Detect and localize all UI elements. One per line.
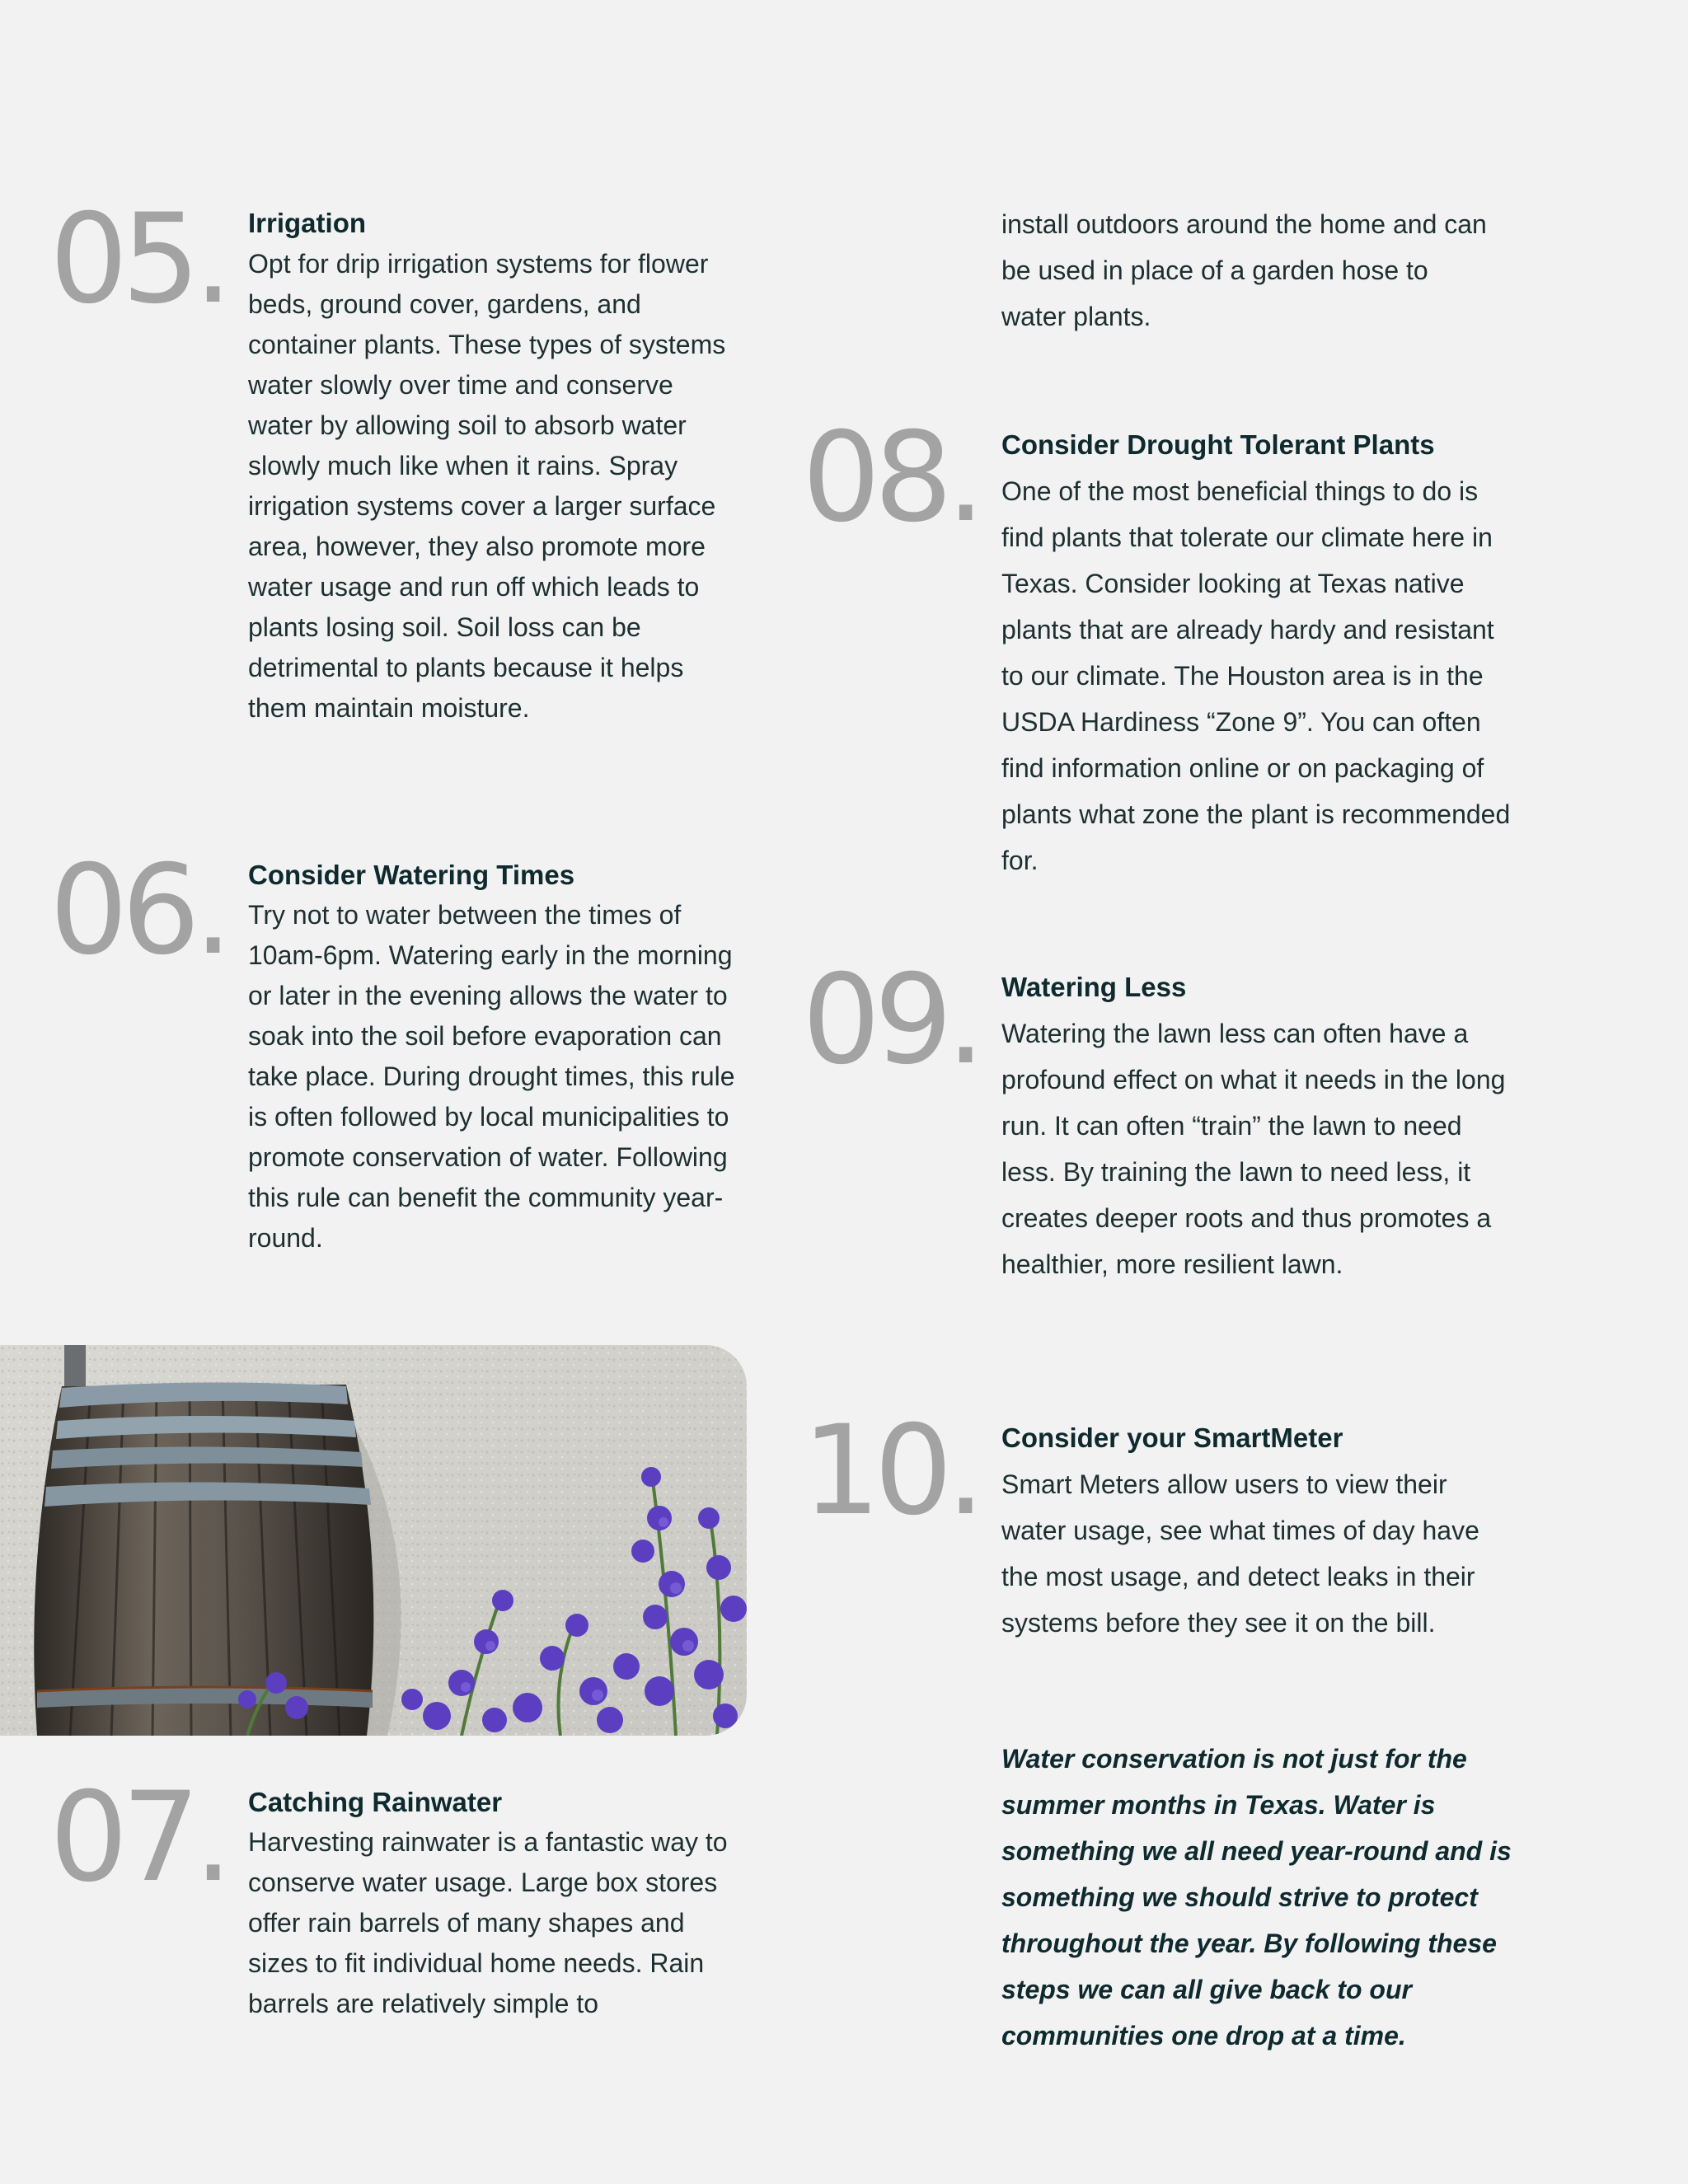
tip-title: Consider your SmartMeter: [1001, 1422, 1343, 1453]
tip-number: 09.: [802, 949, 979, 1092]
tip-body: Try not to water between the times of 10am-6pm. Watering early in the morning or later in the evening allows the water to soak into the soil before evaporation can take place. During drought times, this rule is often followed by local municipalities to promote conservation of water. Following this rule can benefit the community year-round.: [248, 900, 735, 1253]
tip-body: Smart Meters allow users to view their water usage, see what times of day have the most usage, and detect leaks in their systems before they see it on the bill.: [1001, 1469, 1479, 1638]
tip-body: Harvesting rainwater is a fantastic way to conserve water usage. Large box stores offer rain barrels of many shapes and sizes to fit individual home needs. Rain barrels are relatively simple to: [248, 1827, 728, 2018]
tip-title: Irrigation: [248, 208, 367, 238]
tip-title: Watering Less: [1001, 972, 1187, 1002]
tip-body-continued: install outdoors around the home and can be used in place of a garden hose to water plants.: [1001, 209, 1487, 331]
rain-barrel-illustration: [0, 1345, 747, 1736]
closing-statement: Water conservation is not just for the summer months in Texas. Water is something we all need year-round and is something we should strive to protect throughout the year. By following these steps we can all give back to our communities one drop at a time.: [1001, 1744, 1512, 2050]
tip-number: 05.: [49, 188, 227, 331]
tip-title: Consider Watering Times: [248, 860, 575, 890]
tip-body: Opt for drip irrigation systems for flower beds, ground cover, gardens, and container plants. These types of systems water slowly over time and conserve water by allowing soil to absorb water slowly much like when it rains. Spray irrigation systems cover a larger surface area, however, they also promote more water usage and run off which leads to plants losing soil. Soil loss can be detrimental to plants because it helps them maintain moisture.: [248, 249, 726, 723]
tip-number: 07.: [49, 1766, 227, 1910]
tip-title: Catching Rainwater: [248, 1787, 503, 1817]
tip-body: Watering the lawn less can often have a profound effect on what it needs in the long run. It can often “train” the lawn to need less. By training the lawn to need less, it creates deeper roots and thus promotes a healthier, more resilient lawn.: [1001, 1019, 1506, 1279]
tip-number: 06.: [49, 839, 227, 982]
rain-barrel-photo: [0, 1345, 747, 1736]
tip-number: 08.: [802, 406, 979, 550]
tip-number: 10.: [802, 1399, 979, 1543]
tip-body: One of the most beneficial things to do is find plants that tolerate our climate here in Texas. Consider looking at Texas native plants that are already hardy and resistant to our climate. The Houston area is in the USDA Hardiness “Zone 9”. You can often find information online or on packaging of plants what zone the plant is recommended for.: [1001, 476, 1511, 875]
tip-title: Consider Drought Tolerant Plants: [1001, 429, 1435, 460]
